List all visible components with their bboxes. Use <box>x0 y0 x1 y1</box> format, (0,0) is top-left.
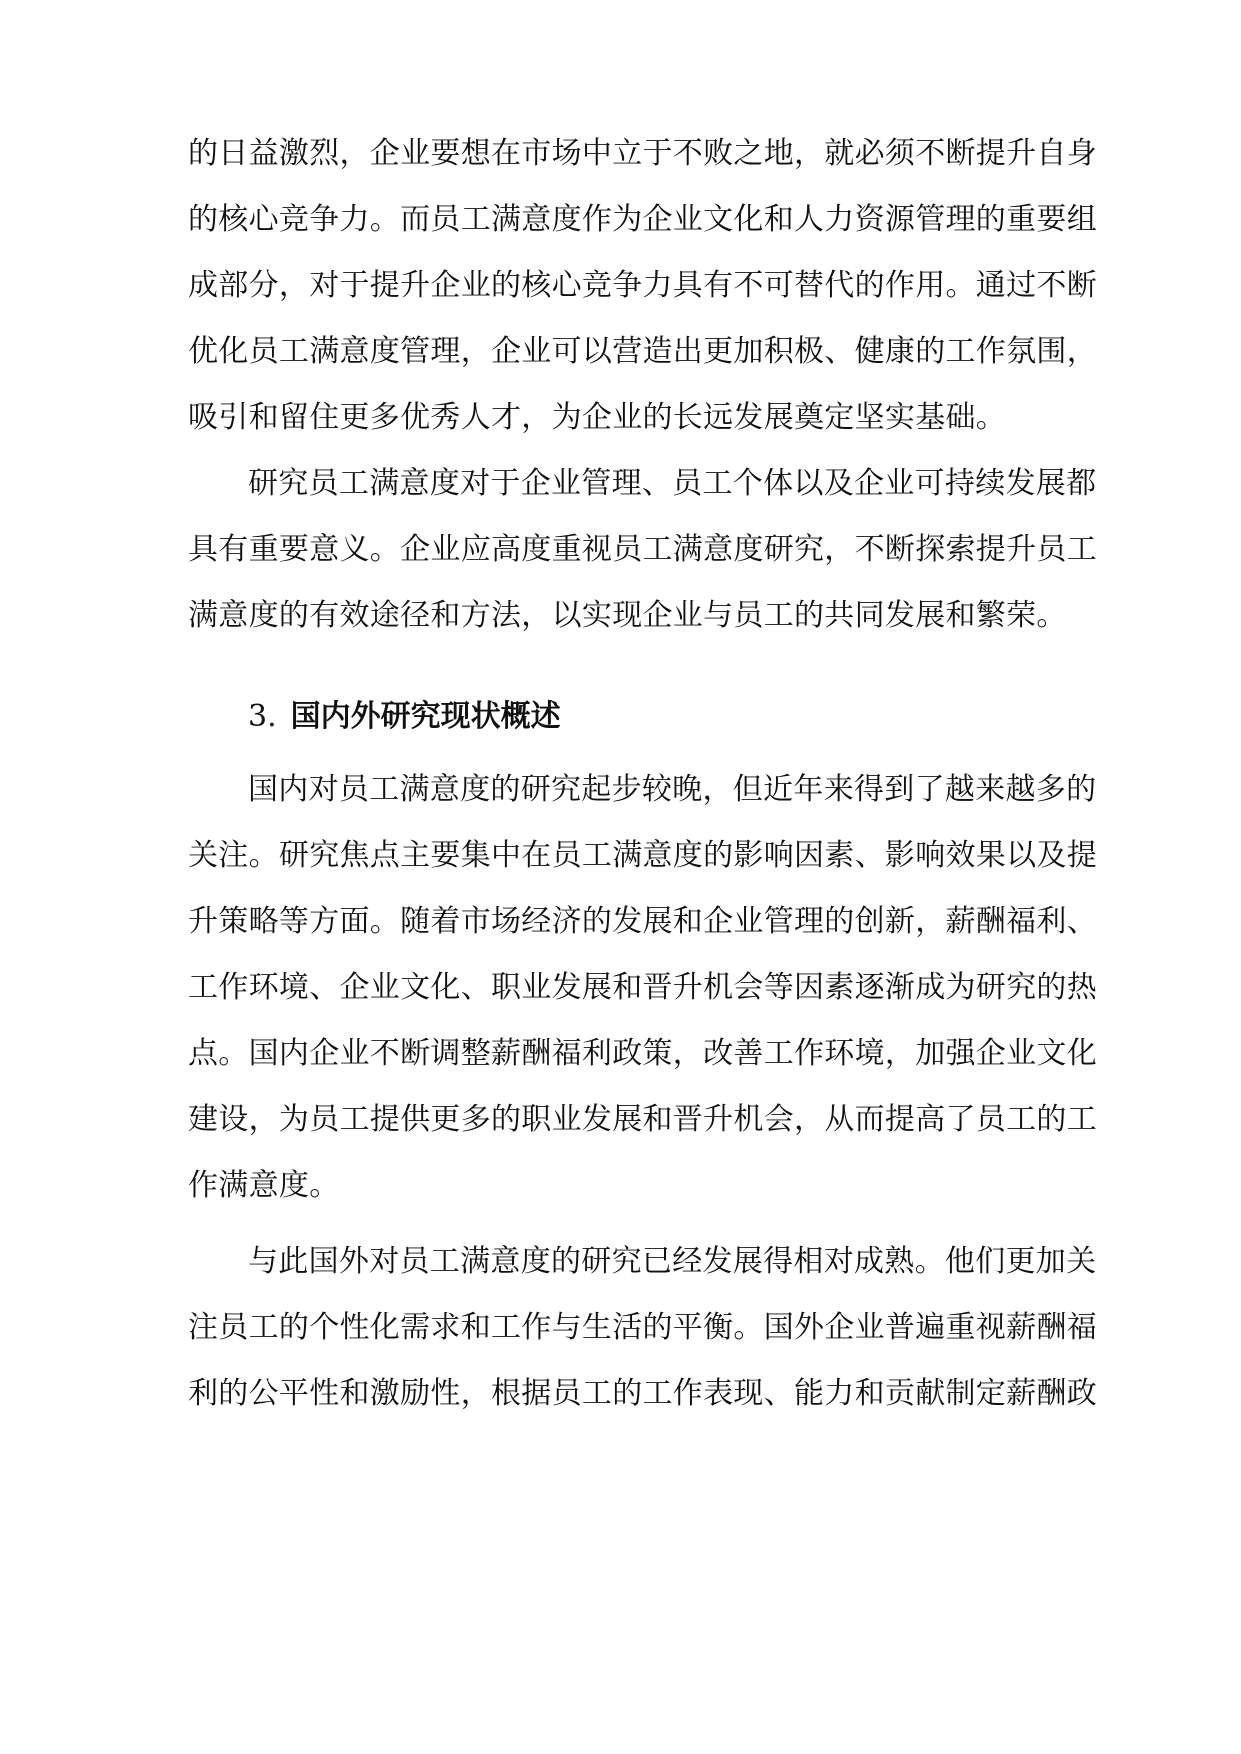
text-line: 吸引和留住更多优秀人才，为企业的长远发展奠定坚实基础。 <box>188 400 1007 435</box>
text-line: 升策略等方面。随着市场经济的发展和企业管理的创新，薪酬福利、 <box>188 904 1097 939</box>
text-line: 具有重要意义。企业应高度重视员工满意度研究，不断探索提升员工 <box>188 532 1097 567</box>
text-line: 国内对员工满意度的研究起步较晚，但近年来得到了越来越多的 <box>248 772 1097 807</box>
text-line: 注员工的个性化需求和工作与生活的平衡。国外企业普遍重视薪酬福 <box>188 1310 1097 1345</box>
text-line: 与此国外对员工满意度的研究已经发展得相对成熟。他们更加关 <box>248 1244 1097 1279</box>
text-line: 作满意度。 <box>188 1168 340 1203</box>
section-number: 3. <box>248 699 277 734</box>
text-line: 利的公平性和激励性，根据员工的工作表现、能力和贡献制定薪酬政 <box>188 1376 1097 1411</box>
text-line: 关注。研究焦点主要集中在员工满意度的影响因素、影响效果以及提 <box>188 838 1097 873</box>
text-line: 优化员工满意度管理，企业可以营造出更加积极、健康的工作氛围， <box>188 334 1097 369</box>
text-line: 建设，为员工提供更多的职业发展和晋升机会，从而提高了员工的工 <box>188 1102 1097 1137</box>
text-line: 的核心竞争力。而员工满意度作为企业文化和人力资源管理的重要组 <box>188 202 1097 237</box>
text-line: 研究员工满意度对于企业管理、员工个体以及企业可持续发展都 <box>248 466 1097 501</box>
text-line: 点。国内企业不断调整薪酬福利政策，改善工作环境，加强企业文化 <box>188 1036 1097 1071</box>
text-line: 工作环境、企业文化、职业发展和晋升机会等因素逐渐成为研究的热 <box>188 970 1097 1005</box>
section-title: 国内外研究现状概述 <box>290 699 561 734</box>
text-line: 成部分，对于提升企业的核心竞争力具有不可替代的作用。通过不断 <box>188 268 1097 303</box>
section-heading <box>248 699 561 735</box>
text-line: 满意度的有效途径和方法，以实现企业与员工的共同发展和繁荣。 <box>188 598 1067 633</box>
text-line: 的日益激烈，企业要想在市场中立于不败之地，就必须不断提升自身 <box>188 136 1097 171</box>
